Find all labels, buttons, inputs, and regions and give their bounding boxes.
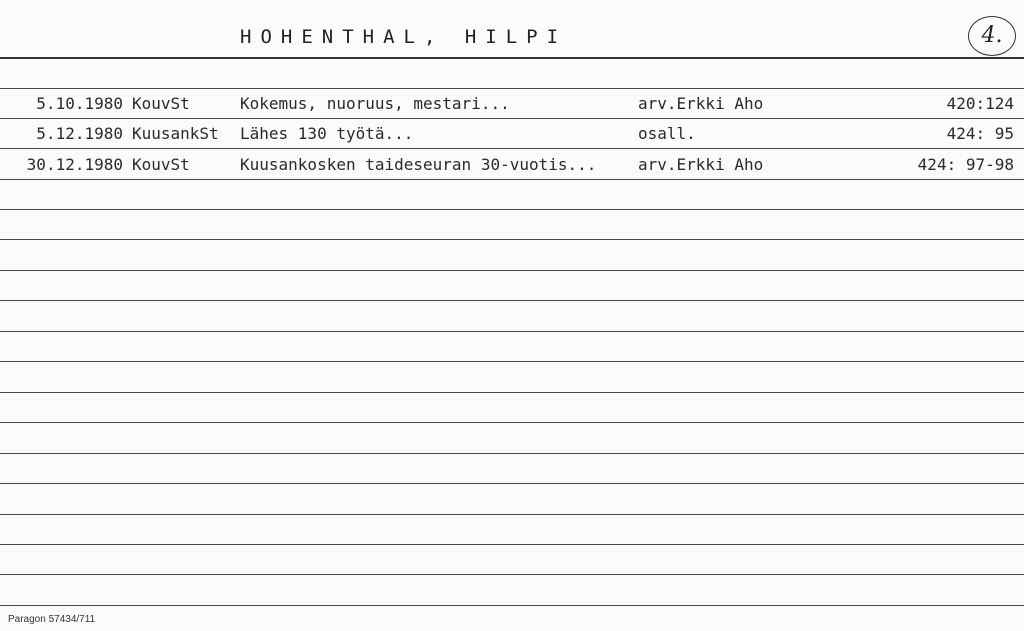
header-rule	[0, 57, 1024, 59]
entry-title: Kuusankosken taideseuran 30-vuotis...	[240, 155, 597, 174]
ruled-line	[0, 118, 1024, 119]
entry-author: arv.Erkki Aho	[638, 94, 764, 113]
ruled-line	[0, 179, 1024, 180]
card-title: HOHENTHAL, HILPI	[240, 26, 568, 48]
entry-title: Kokemus, nuoruus, mestari...	[240, 94, 510, 113]
entry-date: 5.12.1980	[36, 124, 123, 143]
ruled-line	[0, 605, 1024, 606]
ruled-line	[0, 148, 1024, 149]
entry-date: 30.12.1980	[26, 155, 123, 174]
ruled-line	[0, 361, 1024, 362]
entry-row	[0, 90, 1024, 118]
entry-row	[0, 120, 1024, 148]
ruled-line	[0, 331, 1024, 332]
entry-date: 5.10.1980	[36, 94, 123, 113]
entry-source: KouvSt	[132, 155, 190, 174]
entry-reference: 420:124	[946, 94, 1014, 113]
ruled-line	[0, 88, 1024, 89]
entry-reference: 424: 97-98	[917, 155, 1014, 174]
entry-author: osall.	[638, 124, 696, 143]
ruled-line	[0, 453, 1024, 454]
card-number-circled: 4.	[968, 16, 1016, 56]
ruled-line	[0, 270, 1024, 271]
entry-source: KouvSt	[132, 94, 190, 113]
ruled-line	[0, 392, 1024, 393]
entry-row	[0, 151, 1024, 179]
ruled-line	[0, 300, 1024, 301]
ruled-line	[0, 574, 1024, 575]
entry-reference: 424: 95	[946, 124, 1014, 143]
entry-title: Lähes 130 työtä...	[240, 124, 414, 143]
ruled-line	[0, 209, 1024, 210]
ruled-line	[0, 239, 1024, 240]
ruled-line	[0, 544, 1024, 545]
ruled-line	[0, 514, 1024, 515]
entry-author: arv.Erkki Aho	[638, 155, 764, 174]
ruled-line	[0, 422, 1024, 423]
printer-imprint: Paragon 57434/711	[8, 614, 96, 625]
ruled-line	[0, 483, 1024, 484]
entry-source: KuusankSt	[132, 124, 219, 143]
